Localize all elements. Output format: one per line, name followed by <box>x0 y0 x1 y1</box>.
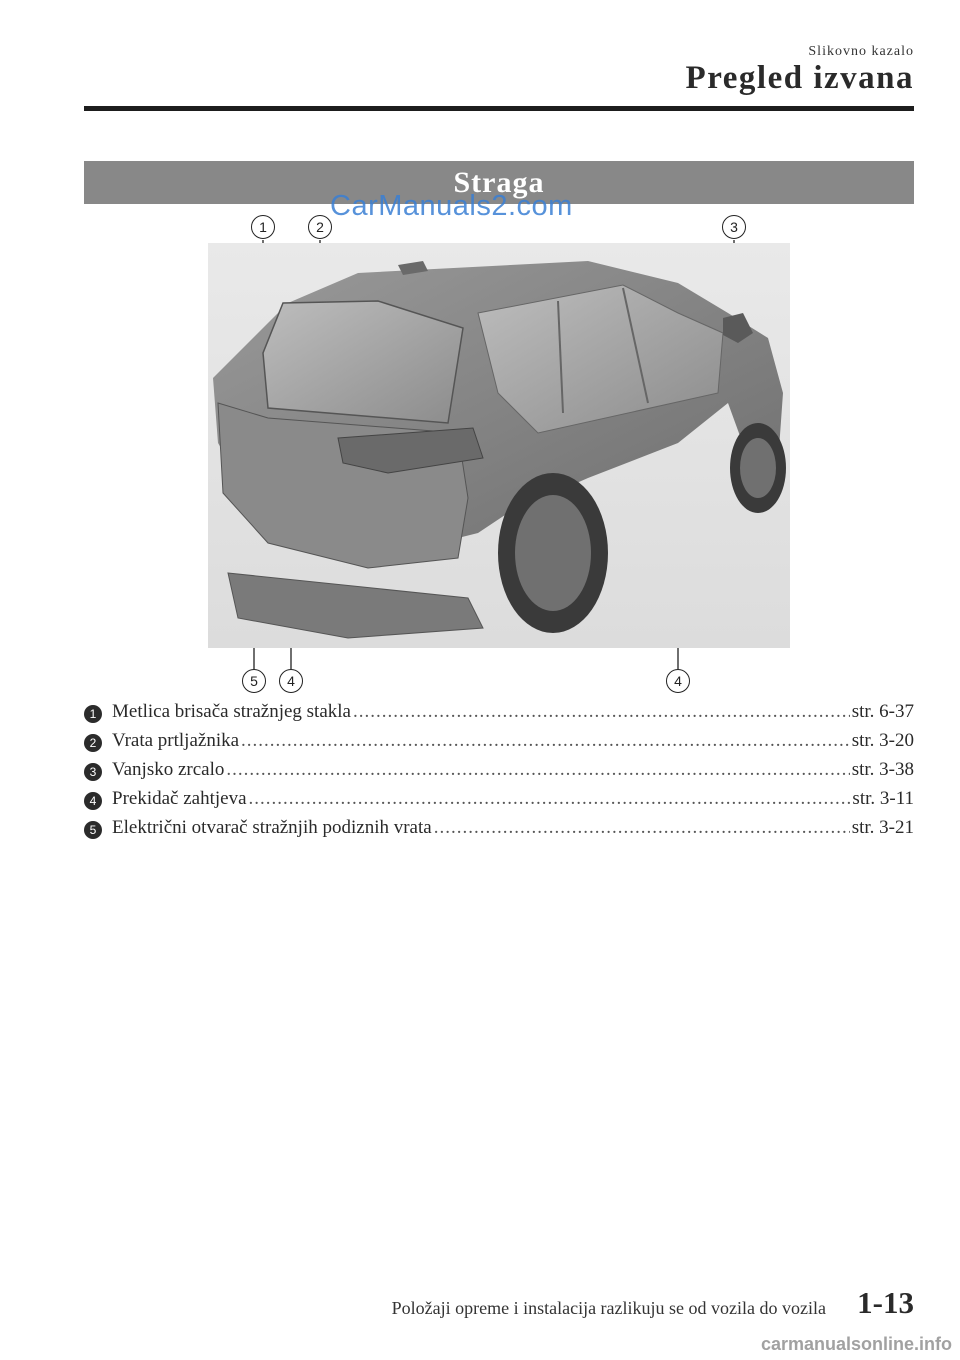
legend-item <box>84 701 914 730</box>
legend-item <box>84 817 914 846</box>
legend-item <box>84 788 914 817</box>
legend-label: Metlica brisača stražnjeg stakla <box>112 701 351 722</box>
callout-5: 5 <box>242 669 266 693</box>
watermark-top: CarManuals2.com <box>330 190 573 222</box>
watermark-bottom: carmanualsonline.info <box>760 1334 952 1354</box>
leader-dots <box>241 730 850 752</box>
page-reference-link[interactable]: str. 3-38 <box>851 759 914 780</box>
page-number: 1-13 <box>857 1285 914 1320</box>
section-label: Slikovno kazalo <box>808 44 914 59</box>
legend-item <box>84 759 914 788</box>
legend-label: Vanjsko zrcalo <box>112 759 225 780</box>
legend-number-badge: 3 <box>84 763 102 781</box>
callout-3: 3 <box>722 215 746 239</box>
footer-disclaimer: Položaji opreme i instalacija razlikuju se od vozila do vozila <box>391 1298 826 1318</box>
legend-number-badge: 2 <box>84 734 102 752</box>
leader-dots <box>226 759 849 781</box>
leader-dots <box>434 817 850 839</box>
leader-dots <box>353 701 850 723</box>
callout-2: 2 <box>308 215 332 239</box>
legend-label: Vrata prtljažnika <box>112 730 240 751</box>
legend-number-badge: 5 <box>84 821 102 839</box>
page-reference-link[interactable]: str. 6-37 <box>851 701 914 722</box>
page-reference-link[interactable]: str. 3-21 <box>851 817 914 838</box>
page-reference-link[interactable]: str. 3-11 <box>852 788 914 809</box>
legend-number-badge: 1 <box>84 705 102 723</box>
leader-dots <box>249 788 851 810</box>
component-legend <box>84 701 914 846</box>
section-band-title: Straga <box>84 161 914 204</box>
page-reference-link[interactable]: str. 3-20 <box>851 730 914 751</box>
page-title: Pregled izvana <box>685 60 914 96</box>
legend-label: Električni otvarač stražnjih podiznih vrata <box>112 817 432 838</box>
legend-item <box>84 730 914 759</box>
legend-label: Prekidač zahtjeva <box>112 788 247 809</box>
legend-number-badge: 4 <box>84 792 102 810</box>
callout-1: 1 <box>251 215 275 239</box>
callout-4-left: 4 <box>279 669 303 693</box>
vehicle-rear-illustration <box>208 243 790 648</box>
callout-4-right: 4 <box>666 669 690 693</box>
